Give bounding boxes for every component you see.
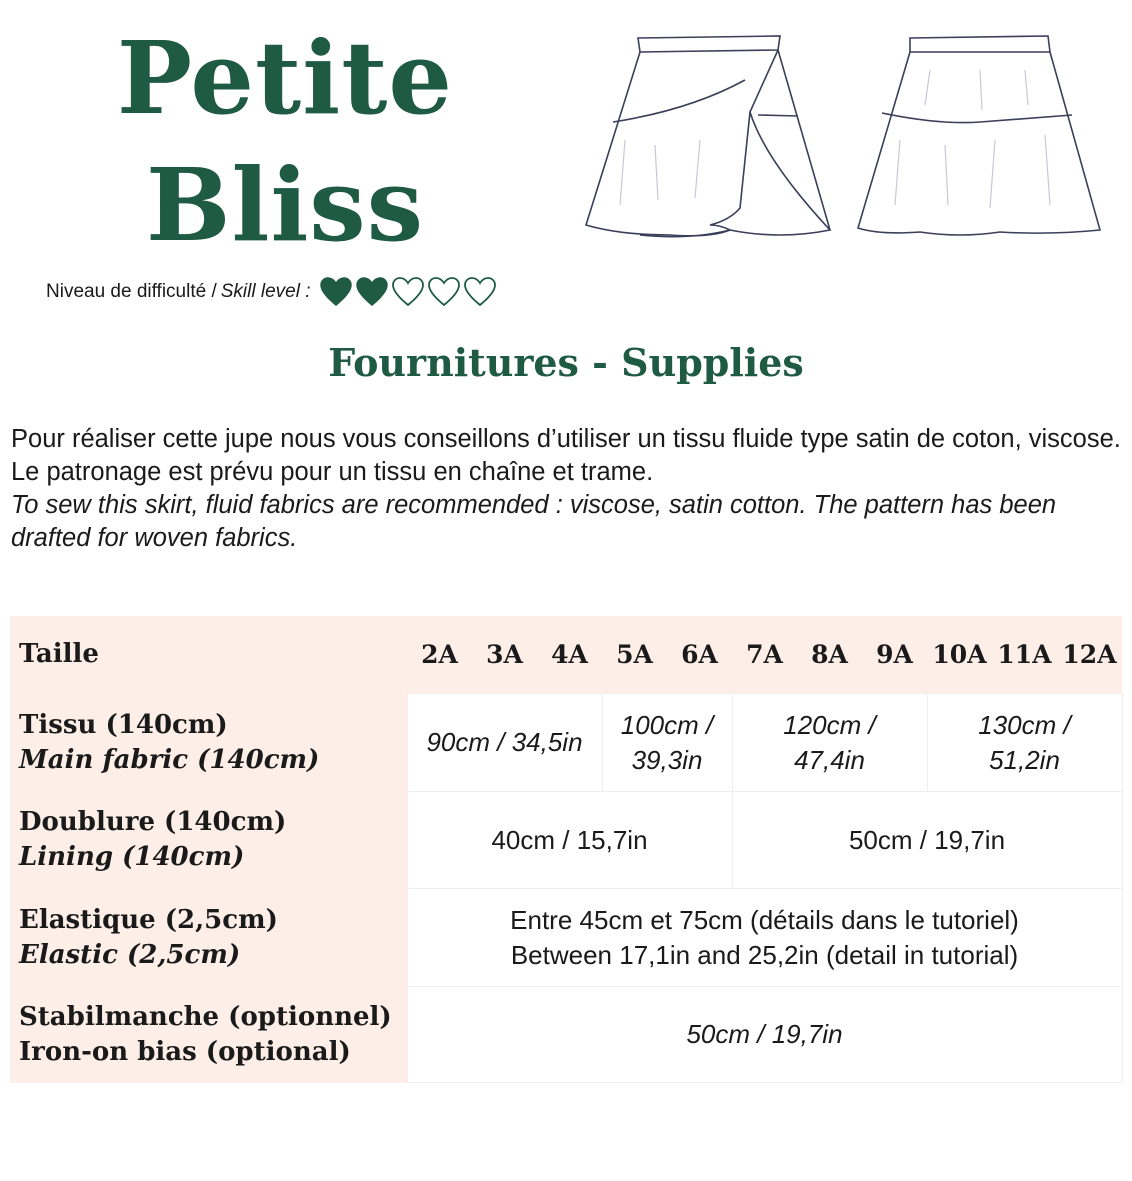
skill-level — [46, 276, 497, 308]
cell-line: 120cm / — [783, 709, 876, 740]
row-label-en: Lining (140cm) — [19, 842, 245, 872]
table-row — [10, 889, 1122, 987]
table-row — [10, 987, 1122, 1083]
table-cell — [927, 694, 1122, 792]
skirt-front-icon — [586, 36, 830, 237]
cell-line: 39,3in — [631, 744, 703, 775]
title-line-2: Bliss — [145, 146, 425, 264]
heart-outline-icon — [391, 276, 425, 308]
cell-line: 100cm / — [620, 709, 714, 740]
title-line-1: Petite — [116, 19, 454, 137]
intro-fr: Pour réaliser cette jupe nous vous conseillons d’utiliser un tissu fluide type satin de coton, viscose. Le patronage est prévu pour un tissu en chaîne et trame. — [11, 425, 1121, 486]
heart-outline-icon — [427, 276, 461, 308]
size-2A: 2A — [407, 616, 472, 694]
size-9A: 9A — [862, 616, 927, 694]
size-4A: 4A — [537, 616, 602, 694]
cell-line: 40cm / 15,7in — [491, 824, 648, 855]
cell-line: 130cm / — [978, 709, 1071, 740]
size-3A: 3A — [472, 616, 537, 694]
skirt-back-icon — [858, 36, 1100, 235]
table-cell — [407, 694, 602, 792]
size-7A: 7A — [732, 616, 797, 694]
table-header-row — [10, 616, 1122, 694]
skill-hearts — [319, 276, 497, 308]
size-11A: 11A — [992, 616, 1057, 694]
table-cell — [732, 792, 1122, 889]
row-label — [10, 694, 407, 792]
table-cell — [602, 694, 732, 792]
size-label: Taille — [10, 616, 407, 694]
table-row — [10, 792, 1122, 889]
cell-line: Between 17,1in and 25,2in (detail in tutorial) — [510, 939, 1019, 970]
size-12A: 12A — [1057, 616, 1122, 694]
supplies-table — [10, 616, 1123, 1083]
skill-label-en: Skill level : — [220, 281, 311, 302]
row-label — [10, 889, 407, 987]
table-cell — [732, 694, 927, 792]
size-8A: 8A — [797, 616, 862, 694]
table-cell — [407, 792, 732, 889]
row-label-fr: Stabilmanche (optionnel) — [19, 1001, 392, 1032]
heart-filled-icon — [355, 276, 389, 308]
table-cell — [407, 987, 1122, 1083]
cell-line: 47,4in — [794, 744, 865, 775]
skirt-illustrations — [580, 30, 1110, 240]
size-6A: 6A — [667, 616, 732, 694]
row-label — [10, 987, 407, 1083]
skill-label-fr: Niveau de difficulté / — [46, 281, 217, 302]
cell-line: Entre 45cm et 75cm (détails dans le tutoriel) — [510, 904, 1019, 935]
cell-line: 50cm / 19,7in — [848, 824, 1006, 855]
table-row — [10, 694, 1122, 792]
table-cell — [407, 889, 1122, 987]
intro-text — [11, 423, 1121, 555]
size-5A: 5A — [602, 616, 667, 694]
size-10A: 10A — [927, 616, 992, 694]
cell-line: 51,2in — [989, 744, 1060, 775]
heart-outline-icon — [463, 276, 497, 308]
row-label-fr: Doublure (140cm) — [19, 807, 287, 837]
heart-filled-icon — [319, 276, 353, 308]
row-label — [10, 792, 407, 889]
row-label-en: Iron-on bias (optional) — [19, 1036, 351, 1067]
row-label-fr: Elastique (2,5cm) — [19, 904, 278, 935]
row-label-fr: Tissu (140cm) — [19, 709, 228, 740]
intro-en: To sew this skirt, fluid fabrics are recommended : viscose, satin cotton. The pattern has been drafted for woven fabrics. — [11, 491, 1057, 552]
section-title: Fournitures - Supplies — [328, 340, 804, 385]
cell-line: 50cm / 19,7in — [686, 1019, 843, 1049]
row-label-en: Elastic (2,5cm) — [19, 939, 241, 970]
cell-line: 90cm / 34,5in — [426, 727, 583, 757]
row-label-en: Main fabric (140cm) — [19, 744, 320, 775]
